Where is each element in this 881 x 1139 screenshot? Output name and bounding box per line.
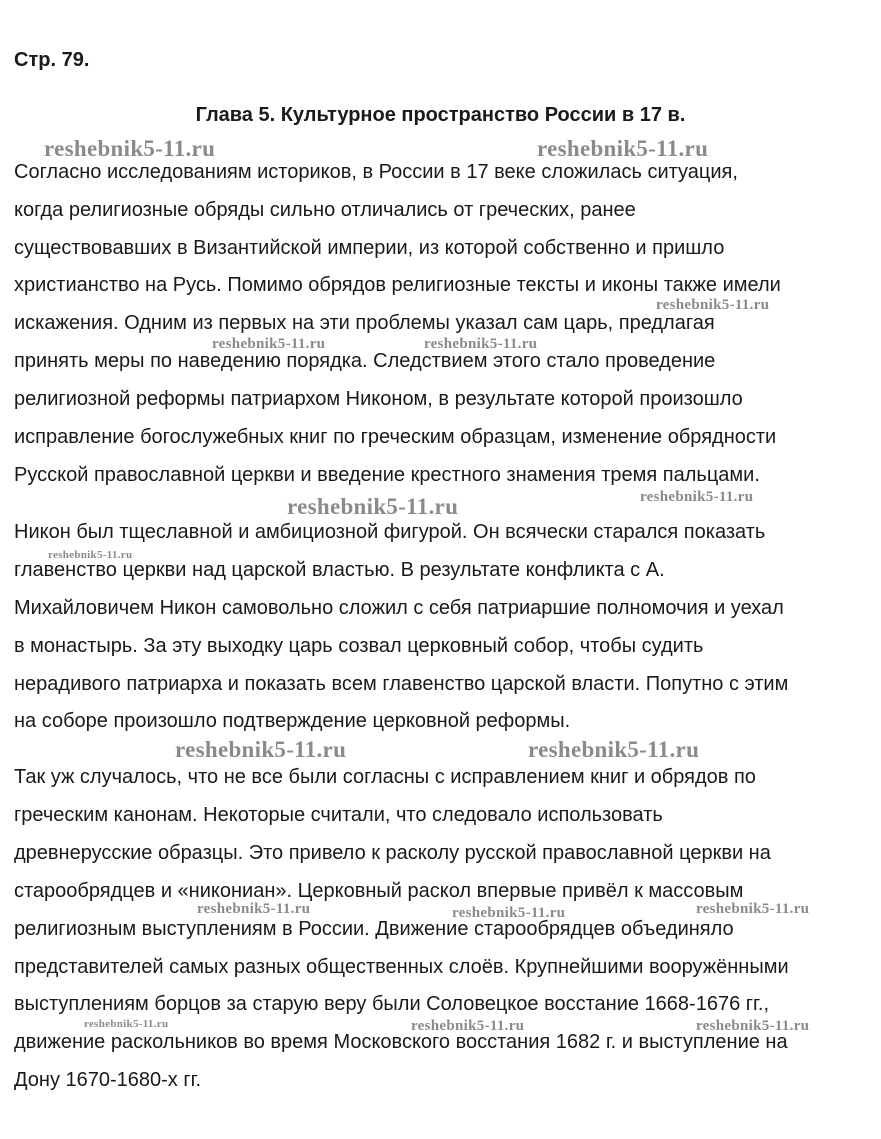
text-line: выступлениям борцов за старую веру были Соловецкое восстание 1668-1676 гг., xyxy=(14,993,770,1015)
chapter-title: Глава 5. Культурное пространство России в 17 в. xyxy=(195,104,686,126)
watermark: reshebnik5-11.ru xyxy=(528,737,700,762)
text-line: религиозным выступлениям в России. Движение старообрядцев объединяло xyxy=(14,918,734,940)
text-line: искажения. Одним из первых на эти проблемы указал сам царь, предлагая xyxy=(14,312,715,334)
watermark: reshebnik5-11.ru xyxy=(44,136,216,161)
text-line: Русской православной церкви и введение крестного знамения тремя пальцами. xyxy=(14,464,760,486)
text-line: религиозной реформы патриархом Никоном, в результате которой произошло xyxy=(14,388,743,410)
text-line: главенство церкви над царской властью. В результате конфликта с А. xyxy=(14,559,665,581)
text-line: когда религиозные обряды сильно отличались от греческих, ранее xyxy=(14,199,636,221)
page-number: Стр. 79. xyxy=(14,49,90,71)
watermark: reshebnik5-11.ru xyxy=(175,737,347,762)
text-line: Так уж случалось, что не все были согласны с исправлением книг и обрядов по xyxy=(14,766,756,788)
text-line: на соборе произошло подтверждение церковной реформы. xyxy=(14,710,571,732)
watermark: reshebnik5-11.ru xyxy=(197,901,311,917)
text-line: древнерусские образцы. Это привело к расколу русской православной церкви на xyxy=(14,842,771,864)
text-line: Никон был тщеславной и амбициозной фигурой. Он всячески старался показать xyxy=(14,521,766,543)
text-line: существовавших в Византийской империи, из которой собственно и пришло xyxy=(14,237,725,259)
watermark: reshebnik5-11.ru xyxy=(640,489,754,505)
text-line: представителей самых разных общественных слоёв. Крупнейшими вооружёнными xyxy=(14,956,789,978)
watermark: reshebnik5-11.ru xyxy=(212,336,326,352)
watermark: reshebnik5-11.ru xyxy=(696,901,810,917)
watermark: reshebnik5-11.ru xyxy=(696,1018,810,1034)
text-line: принять меры по наведению порядка. Следствием этого стало проведение xyxy=(14,350,716,372)
text-line: Дону 1670-1680-х гг. xyxy=(14,1069,202,1091)
watermark: reshebnik5-11.ru xyxy=(656,297,770,313)
watermark: reshebnik5-11.ru xyxy=(537,136,709,161)
text-line: движение раскольников во время Московского восстания 1682 г. и выступление на xyxy=(14,1031,788,1053)
text-line: старообрядцев и «никониан». Церковный раскол впервые привёл к массовым xyxy=(14,880,744,902)
text-line: Согласно исследованиям историков, в России в 17 веке сложилась ситуация, xyxy=(14,161,738,183)
watermark: reshebnik5-11.ru xyxy=(424,336,538,352)
watermark: reshebnik5-11.ru xyxy=(48,549,133,561)
text-line: греческим канонам. Некоторые считали, что следовало использовать xyxy=(14,804,663,826)
watermark: reshebnik5-11.ru xyxy=(452,905,566,921)
text-line: исправление богослужебных книг по греческим образцам, изменение обрядности xyxy=(14,426,777,448)
watermark: reshebnik5-11.ru xyxy=(287,494,459,519)
text-line: нерадивого патриарха и показать всем главенство царской власти. Попутно с этим xyxy=(14,673,789,695)
text-line: в монастырь. За эту выходку царь созвал церковный собор, чтобы судить xyxy=(14,635,704,657)
text-line: Михайловичем Никон самовольно сложил с себя патриаршие полномочия и уехал xyxy=(14,597,784,619)
watermark: reshebnik5-11.ru xyxy=(84,1018,169,1030)
text-line: христианство на Русь. Помимо обрядов религиозные тексты и иконы также имели xyxy=(14,274,781,296)
watermark: reshebnik5-11.ru xyxy=(411,1018,525,1034)
